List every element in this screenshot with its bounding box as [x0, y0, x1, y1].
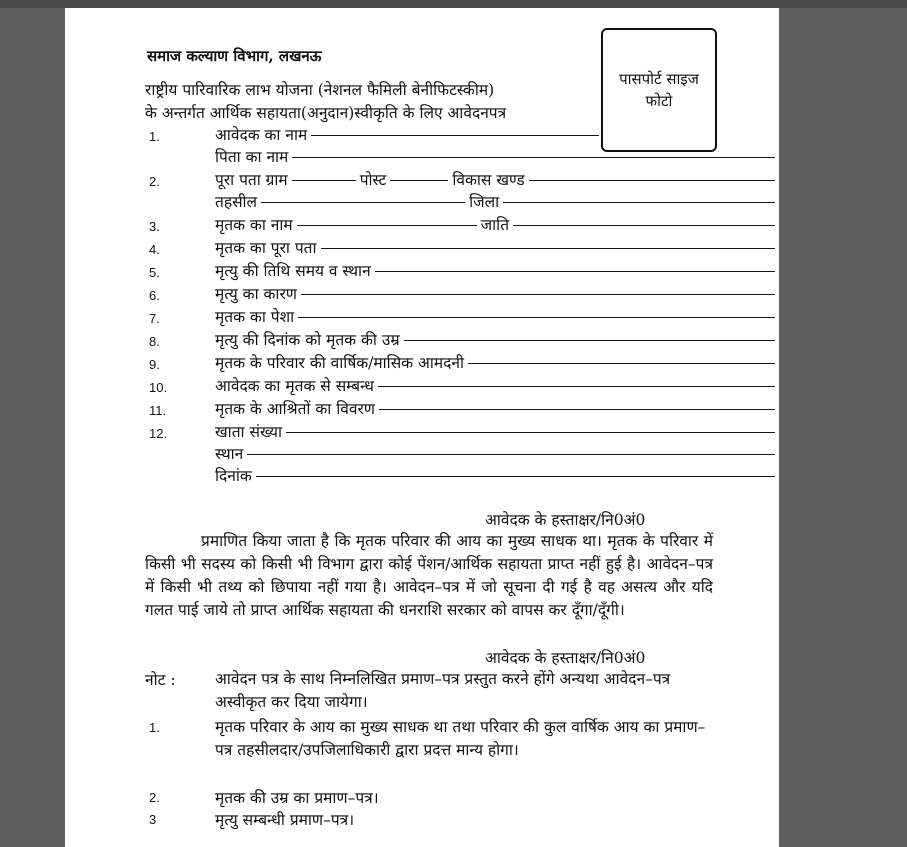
- field-label: खाता संख्या: [215, 423, 283, 441]
- field-deceased-occupation: [215, 305, 779, 327]
- field-number: 11.: [149, 403, 167, 418]
- blank-line: [513, 225, 775, 226]
- field-label: मृत्यु की दिनांक को मृतक की उम्र: [215, 331, 400, 349]
- field-label: मृत्यु का कारण: [215, 285, 297, 303]
- note-item-text: मृत्यु सम्बन्धी प्रमाण–पत्र।: [215, 811, 355, 829]
- field-label: स्थान: [215, 445, 244, 463]
- blank-line: [292, 180, 356, 181]
- photo-label-line1: पासपोर्ट साइज: [619, 70, 699, 88]
- field-date: [215, 464, 779, 486]
- blank-line: [301, 294, 775, 295]
- field-label: मृतक के परिवार की वार्षिक/मासिक आमदनी: [215, 354, 464, 372]
- blank-line: [468, 363, 775, 364]
- field-number: 2.: [149, 174, 160, 189]
- field-district-label: जिला: [469, 193, 500, 211]
- photo-label-line2: फोटो: [645, 92, 673, 110]
- field-number: 7.: [149, 311, 160, 326]
- blank-line: [247, 454, 775, 455]
- field-applicant-name: [215, 123, 603, 145]
- note-item-number: 3: [149, 812, 157, 827]
- blank-line: [379, 409, 775, 410]
- field-block-label: विकास खण्ड: [452, 171, 525, 189]
- field-number: 9.: [149, 357, 160, 372]
- field-deceased-name: [215, 213, 779, 235]
- field-caste-label: जाति: [480, 216, 510, 234]
- blank-line: [292, 157, 775, 158]
- field-number: 5.: [149, 265, 160, 280]
- field-number: 12.: [149, 426, 168, 441]
- passport-photo-box: [601, 28, 717, 152]
- blank-line: [286, 432, 775, 433]
- field-label: मृतक का पूरा पता: [215, 239, 317, 257]
- field-label: मृतक का पेशा: [215, 308, 295, 326]
- applicant-signature-label: आवेदक के हस्ताक्षर/नि0अं0: [485, 511, 646, 529]
- blank-line: [311, 135, 599, 136]
- field-number: 8.: [149, 334, 160, 349]
- field-family-income: [215, 351, 779, 373]
- note-item-number: 2.: [149, 790, 160, 805]
- field-label: मृत्यु की तिथि समय व स्थान: [215, 262, 371, 280]
- blank-line: [390, 180, 448, 181]
- field-label: पूरा पता ग्राम: [215, 171, 288, 189]
- blank-line: [375, 271, 775, 272]
- blank-line: [404, 340, 775, 341]
- field-label: दिनांक: [215, 467, 252, 485]
- field-death-cause: [215, 282, 779, 304]
- field-age-at-death: [215, 328, 779, 350]
- field-dependents: [215, 397, 779, 419]
- scheme-title-line2: के अन्तर्गत आर्थिक सहायता(अनुदान)स्वीकृति के लिए आवेदनपत्र: [145, 104, 507, 122]
- applicant-signature-label-2: आवेदक के हस्ताक्षर/नि0अं0: [485, 649, 646, 667]
- certification-paragraph: [145, 530, 713, 622]
- field-number: 1.: [149, 129, 160, 144]
- field-place: [215, 442, 779, 464]
- blank-line: [503, 202, 775, 203]
- department-heading: समाज कल्याण विभाग, लखनऊ: [147, 47, 322, 65]
- field-post-label: पोस्ट: [359, 171, 387, 189]
- note-label: नोट :: [145, 671, 176, 689]
- blank-line: [298, 317, 775, 318]
- blank-line: [297, 225, 477, 226]
- field-label: पिता का नाम: [215, 148, 289, 166]
- field-number: 10.: [149, 380, 168, 395]
- blank-line: [261, 202, 465, 203]
- field-father-name: [215, 145, 779, 167]
- note-item-text: मृतक की उम्र का प्रमाण–पत्र।: [215, 789, 379, 807]
- field-relation: [215, 374, 779, 396]
- field-number: 4.: [149, 242, 160, 257]
- scheme-title-line1: राष्ट्रीय पारिवारिक लाभ योजना (नेशनल फैमिली बेनीफिटस्कीम): [145, 81, 495, 99]
- field-number: 3.: [149, 219, 160, 234]
- field-label: मृतक का नाम: [215, 216, 293, 234]
- field-label: तहसील: [215, 193, 258, 211]
- blank-line: [529, 180, 775, 181]
- field-tehsil: [215, 190, 779, 212]
- blank-line: [256, 476, 775, 477]
- field-death-date-place: [215, 259, 779, 281]
- blank-line: [378, 386, 775, 387]
- note-item-number: 1.: [149, 720, 160, 735]
- blank-line: [321, 248, 775, 249]
- note-text: आवेदन पत्र के साथ निम्नलिखित प्रमाण–पत्र प्रस्तुत करने होंगे अन्यथा आवेदन–पत्र अस्वीकृत कर दिया जायेगा।: [215, 670, 671, 711]
- field-label: आवेदक का नाम: [215, 126, 308, 144]
- field-account-number: [215, 420, 779, 442]
- document-page: [65, 8, 779, 847]
- field-full-address: [215, 168, 779, 190]
- certification-text: प्रमाणित किया जाता है कि मृतक परिवार की आय का मुख्य साधक था। मृतक के परिवार में किसी भी सदस्य को किसी भी विभाग द्वारा कोई पेंशन/आर्थिक सहायता प्राप्त नहीं हुई है। आवेदन–पत्र में किसी भी तथ्य को छिपाया नहीं गया है। आवेदन–पत्र में जो सूचना दी गई है वह असत्य और यदि गलत पाई जाये तो प्राप्त आर्थिक सहायता की धनराशि सरकार को वापस कर दूँगा/दूँगी।: [145, 532, 713, 619]
- note-item-text: मृतक परिवार के आय का मुख्य साधक था तथा परिवार की कुल वार्षिक आय का प्रमाण–पत्र तहसीलदार/उपजिलाधिकारी द्वारा प्रदत्त मान्य होगा।: [215, 718, 706, 759]
- field-label: आवेदक का मृतक से सम्बन्ध: [215, 377, 374, 395]
- field-label: मृतक के आश्रितों का विवरण: [215, 400, 376, 418]
- field-deceased-address: [215, 236, 779, 258]
- field-number: 6.: [149, 288, 160, 303]
- viewer-top-bar: [0, 0, 907, 8]
